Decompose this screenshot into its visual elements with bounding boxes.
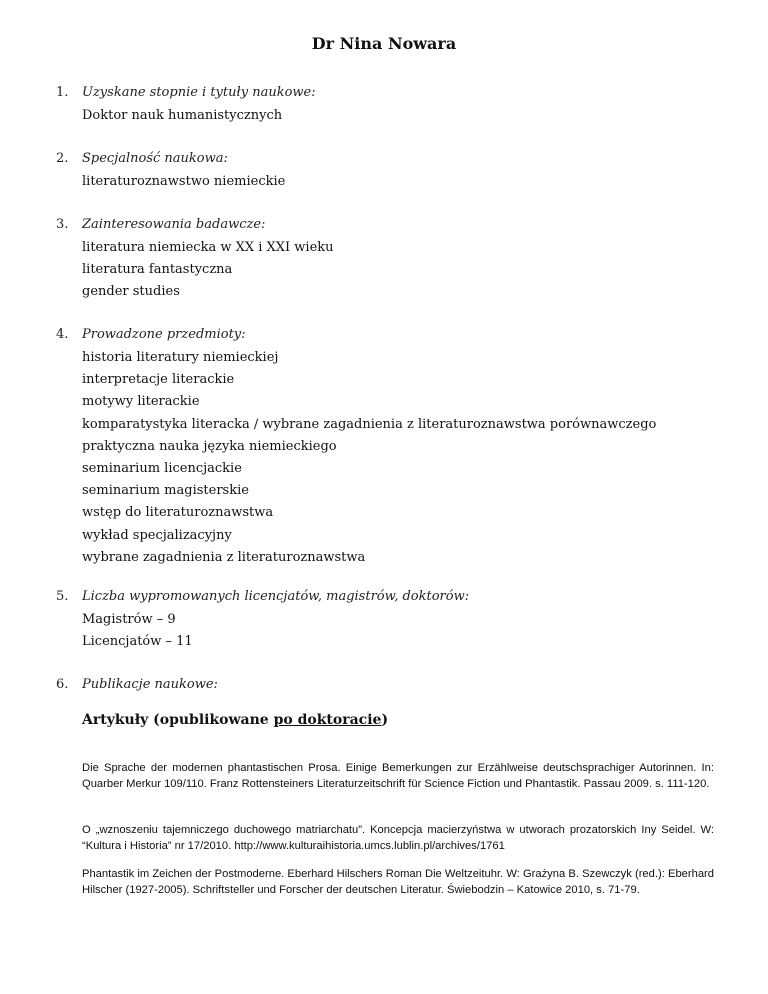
- section-title: Publikacje naukowe:: [82, 677, 218, 692]
- list-item: seminarium licencjackie: [82, 461, 242, 477]
- section-publications: [56, 676, 716, 694]
- section-title: Uzyskane stopnie i tytuły naukowe:: [82, 85, 316, 100]
- articles-heading-post: ): [381, 712, 389, 728]
- section-courses: [56, 326, 716, 569]
- section-specialty: [56, 150, 716, 193]
- section-title: Prowadzone przedmioty:: [82, 327, 246, 342]
- articles-heading-underlined: po doktoracie: [273, 712, 382, 728]
- articles-heading: [82, 712, 388, 728]
- section-degrees: [56, 84, 716, 127]
- section-heading: [56, 216, 716, 234]
- list-item: komparatystyka literacka / wybrane zagadnienia z literaturoznawstwa porównawczego: [82, 416, 657, 432]
- publication-entry: Die Sprache der modernen phantastischen Prosa. Einige Bemerkungen zur Erzählweise deutschsprachiger Autorinnen. In: Quarber Merkur 109/110. Franz Rottensteiners Literaturzeitschrift für Science Fiction und Phantastik. Passau 2009. s. 111-120.: [82, 762, 714, 790]
- list-item: interpretacje literackie: [82, 372, 235, 388]
- list-item: literatura fantastyczna: [82, 262, 233, 278]
- page-title: Dr Nina Nowara: [311, 34, 457, 53]
- section-research-interests: [56, 216, 716, 304]
- list-item: Licencjatów – 11: [82, 634, 193, 650]
- section-heading: [56, 150, 716, 168]
- section-items: [82, 237, 716, 304]
- section-number: 6.: [56, 677, 69, 692]
- section-heading: [56, 326, 716, 344]
- section-items: [82, 609, 716, 653]
- list-item: literatura niemiecka w XX i XXI wieku: [82, 240, 334, 255]
- list-item: wstęp do literaturoznawstwa: [82, 505, 274, 521]
- list-item: gender studies: [82, 284, 180, 300]
- list-item: wykład specjalizacyjny: [82, 527, 232, 543]
- publication-entry: O „wznoszeniu tajemniczego duchowego matriarchatu”. Koncepcja macierzyństwa w utworach prozatorskich Iny Seidel. W: “Kultura i Historia” nr 17/2010. http://www.kulturaihistoria.umcs.lublin.pl/archives/1761: [82, 824, 714, 852]
- section-items: [82, 347, 716, 569]
- list-item: literaturoznawstwo niemieckie: [82, 174, 286, 189]
- section-title: Liczba wypromowanych licencjatów, magistrów, doktorów:: [82, 589, 470, 604]
- list-item: motywy literackie: [82, 394, 200, 410]
- section-graduates: [56, 588, 716, 653]
- list-item: Doktor nauk humanistycznych: [82, 108, 283, 123]
- section-number: 3.: [56, 217, 69, 232]
- publication-entry: Phantastik im Zeichen der Postmoderne. Eberhard Hilschers Roman Die Weltzeituhr. W: Grażyna B. Szewczyk (red.): Eberhard Hilscher (1927-2005). Schriftsteller und Forscher der deutschen Literatur. Świebodzin – Katowice 2010, s. 71-79.: [82, 868, 714, 896]
- list-item: praktyczna nauka języka niemieckiego: [82, 438, 337, 454]
- section-heading: [56, 588, 716, 606]
- section-number: 5.: [56, 589, 69, 604]
- section-number: 2.: [56, 151, 69, 166]
- section-title: Specjalność naukowa:: [82, 151, 228, 166]
- section-items: [82, 171, 716, 193]
- section-title: Zainteresowania badawcze:: [82, 217, 266, 232]
- list-item: seminarium magisterskie: [82, 483, 249, 499]
- section-heading: [56, 676, 716, 694]
- section-items: [82, 105, 716, 127]
- section-number: 4.: [56, 327, 69, 342]
- section-heading: [56, 84, 716, 102]
- articles-heading-pre: Artykuły (opublikowane: [82, 712, 274, 728]
- list-item: historia literatury niemieckiej: [82, 350, 279, 365]
- list-item: wybrane zagadnienia z literaturoznawstwa: [82, 549, 366, 565]
- list-item: Magistrów – 9: [82, 612, 176, 627]
- section-number: 1.: [56, 85, 69, 100]
